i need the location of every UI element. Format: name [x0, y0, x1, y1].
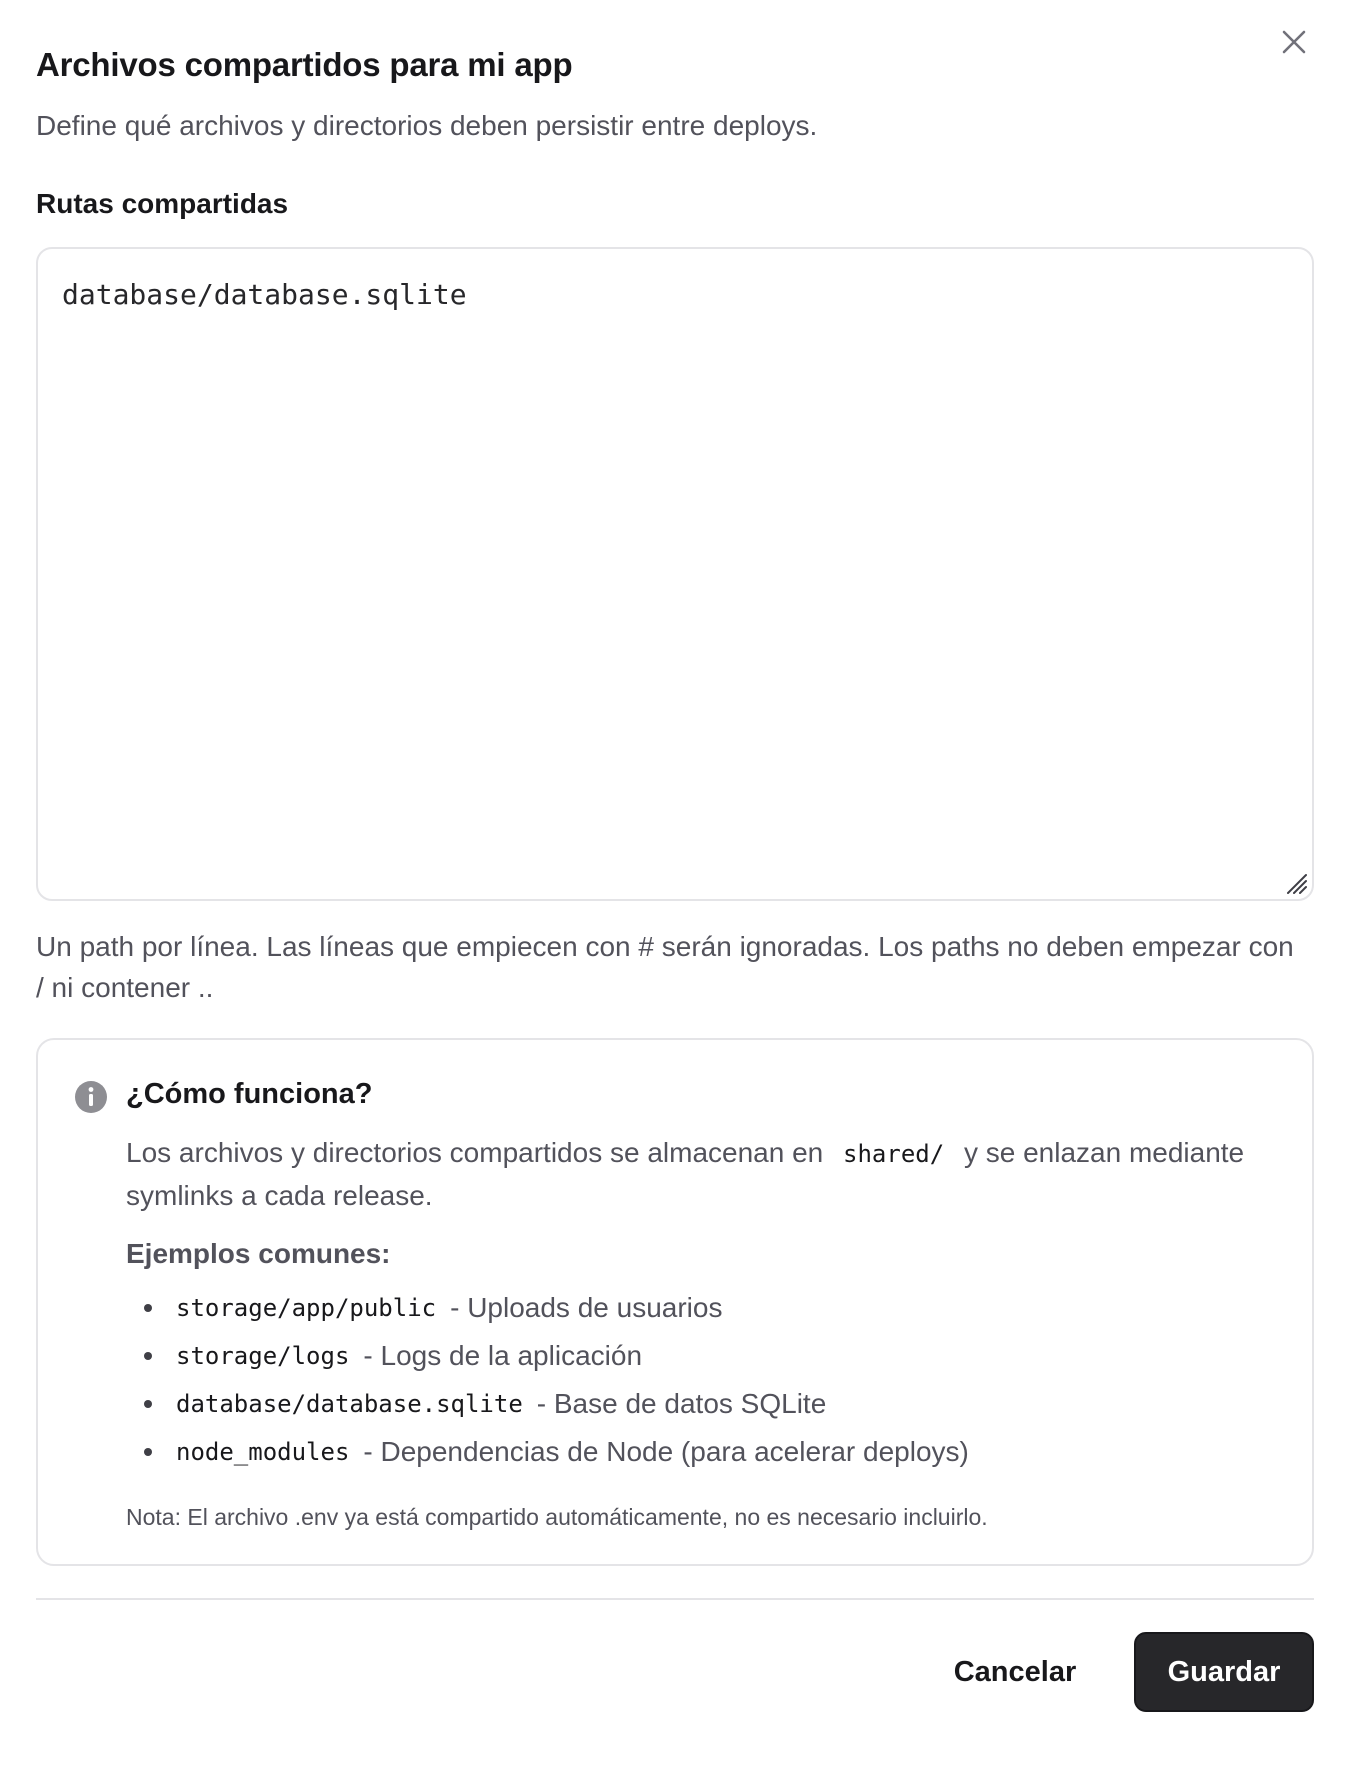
- close-icon: [1281, 29, 1307, 55]
- bullet-icon: [144, 1304, 152, 1312]
- shared-paths-help-text: Un path por línea. Las líneas que empiecen con # serán ignoradas. Los paths no deben empezar con / ni contener ..: [36, 931, 1294, 1003]
- example-description: - Base de datos SQLite: [536, 1388, 827, 1419]
- info-body-text: Los archivos y directorios compartidos se almacenan en: [126, 1137, 824, 1168]
- bullet-icon: [144, 1448, 152, 1456]
- examples-title: Ejemplos comunes:: [126, 1238, 391, 1269]
- list-item: [126, 1332, 1276, 1380]
- list-item: [126, 1380, 1276, 1428]
- resize-handle-icon[interactable]: [1282, 869, 1308, 895]
- bullet-icon: [144, 1352, 152, 1360]
- shared-paths-textarea[interactable]: [38, 249, 1312, 899]
- shared-paths-textarea-container: [36, 247, 1314, 901]
- shared-dir-code: shared/: [843, 1140, 945, 1168]
- info-body: [126, 1132, 1246, 1217]
- example-description: - Uploads de usuarios: [450, 1292, 723, 1323]
- info-title: ¿Cómo funciona?: [126, 1078, 373, 1110]
- dialog-subtitle: Define qué archivos y directorios deben persistir entre deploys.: [36, 110, 818, 141]
- shared-paths-label: Rutas compartidas: [36, 188, 289, 219]
- example-description: - Logs de la aplicación: [363, 1340, 643, 1371]
- footer-divider: [36, 1598, 1314, 1600]
- bullet-icon: [144, 1400, 152, 1408]
- how-it-works-panel: [36, 1038, 1314, 1566]
- info-icon: [74, 1080, 108, 1114]
- example-code: database/database.sqlite: [176, 1390, 523, 1418]
- example-code: node_modules: [176, 1438, 350, 1466]
- example-code: storage/logs: [176, 1342, 350, 1370]
- list-item: [126, 1428, 1276, 1476]
- info-body-text-end: y se enlazan mediante symlinks a cada release.: [126, 1137, 1245, 1211]
- cancel-button[interactable]: Cancelar: [930, 1632, 1100, 1712]
- example-description: - Dependencias de Node (para acelerar deploys): [363, 1436, 969, 1467]
- save-button[interactable]: Guardar: [1134, 1632, 1314, 1712]
- example-code: storage/app/public: [176, 1294, 437, 1322]
- close-button[interactable]: [1276, 24, 1312, 60]
- examples-list: [126, 1284, 1276, 1476]
- env-note: Nota: El archivo .env ya está compartido automáticamente, no es necesario incluirlo.: [126, 1504, 988, 1530]
- list-item: [126, 1284, 1276, 1332]
- dialog-title: Archivos compartidos para mi app: [36, 46, 573, 83]
